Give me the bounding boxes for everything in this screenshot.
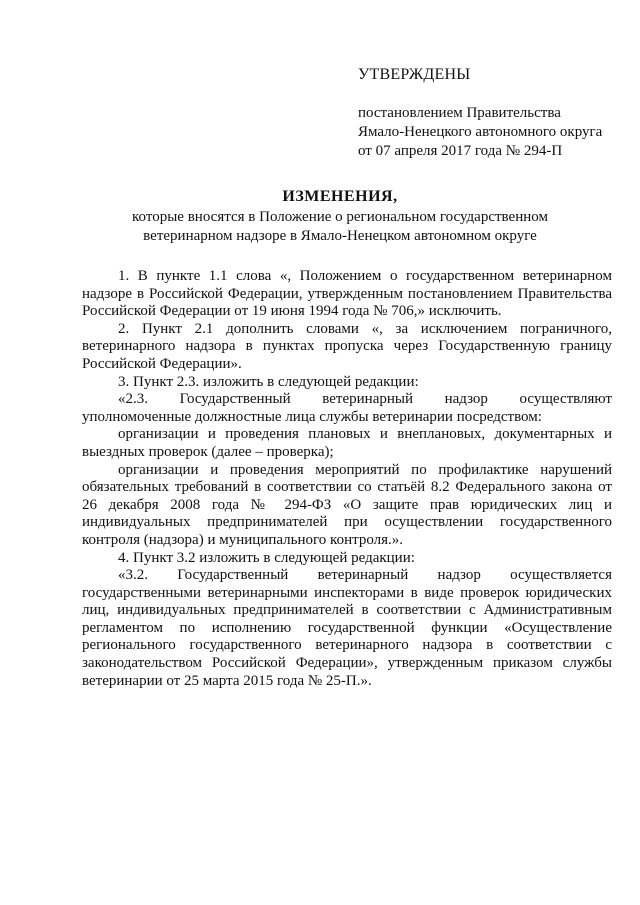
paragraph-item-3: 3. Пункт 2.3. изложить в следующей редакции: [118, 373, 419, 390]
paragraph-item-3-text: «2.3. Государственный ветеринарный надзор осуществляют уполномоченные должностные лица службы ветеринарии посредством: [82, 391, 612, 425]
paragraph-item-2: 2. Пункт 2.1 дополнить словами «, за исключением пограничного, ветеринарного надзора в пунктах пропуска через Государственную границу Российской Федерации». [82, 320, 612, 372]
approval-line: постановлением Правительства [358, 105, 561, 121]
paragraph-item-1: 1. В пункте 1.1 слова «, Положением о государственном ветеринарном надзоре в Российской Федерации, утвержденным постановлением Правительства Российской Федерации от 19 июня 1994 года № 706,» исключить. [82, 268, 612, 320]
paragraph-item-4: 4. Пункт 3.2 изложить в следующей редакции: [118, 549, 415, 566]
approval-line: Ямало-Ненецкого автономного округа [358, 124, 603, 140]
document-title-block [90, 188, 590, 246]
document-subtitle-line: ветеринарном надзоре в Ямало-Ненецком автономном округе [143, 228, 537, 244]
approval-stamp-block [358, 66, 618, 161]
paragraph-item-4-text: «3.2. Государственный ветеринарный надзор осуществляется государственными ветеринарными инспекторами в виде проверок юридических лиц, индивидуальных предпринимателей в соответствии с Административным регламентом по исполнению государственной функции «Осуществление регионального государственного ветеринарного надзора в соответствии с законодательством Российской Федерации», утвержденным приказом службы ветеринарии от 25 марта 2015 года № 25-П.». [82, 567, 612, 689]
document-subtitle-line: которые вносятся в Положение о региональном государственном [132, 209, 548, 225]
document-body [82, 268, 612, 690]
paragraph-item-3-sub-2: организации и проведения мероприятий по профилактике нарушений обязательных требований в соответствии со статьёй 8.2 Федерального закона от 26 декабря 2008 года № 294-ФЗ «О защите прав юридических лиц и индивидуальных предпринимателей при осуществлении государственного контроля (надзора) и муниципального контроля.». [82, 461, 612, 548]
approval-heading: УТВЕРЖДЕНЫ [358, 66, 471, 83]
document-title: ИЗМЕНЕНИЯ, [282, 188, 398, 205]
paragraph-item-3-sub-1: организации и проведения плановых и внеплановых, документарных и выездных проверок (далее – проверка); [82, 426, 612, 460]
approval-line: от 07 апреля 2017 года № 294-П [358, 143, 563, 159]
